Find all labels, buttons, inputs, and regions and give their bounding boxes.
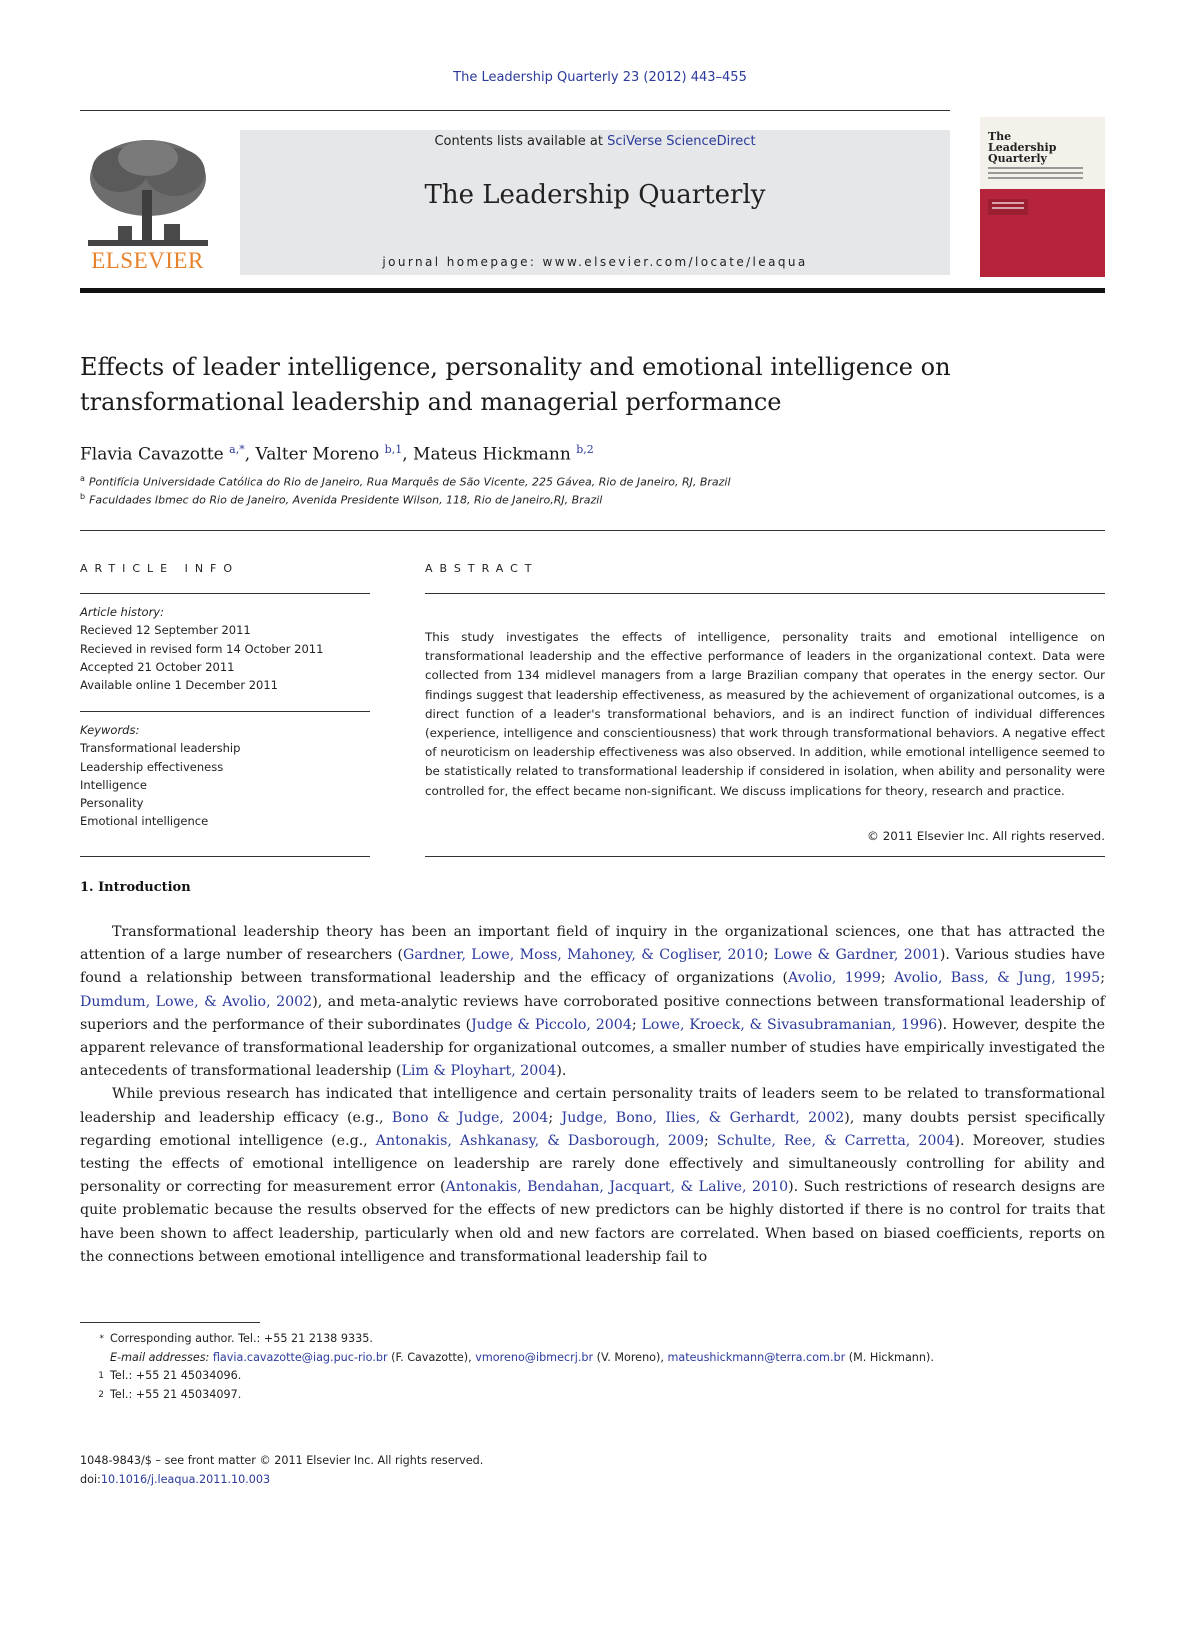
footnote-text: Corresponding author. Tel.: +55 21 2138 9335. xyxy=(110,1332,373,1345)
journal-cover-thumbnail xyxy=(980,117,1105,277)
keyword-item: Transformational leadership xyxy=(80,741,241,756)
affiliation-b xyxy=(80,492,602,507)
abstract-text: This study investigates the effects of intelligence, personality traits and emotional intelligence on transformational leadership and the effective performance of leaders in the organizational context. Data were collected from 134 midlevel managers from a large Brazilian company that operates in the energy sector. Our findings suggest that leadership effectiveness, as measured by the achievement of organizational outcomes, is a direct function of a leader's transformational behaviors, and is an indirect function of individual differences (experience, intelligence and conscientiousness) that work through transformational behaviors. A negative effect of neuroticism on leadership effectiveness was also observed. In addition, while emotional intelligence seemed to be statistically related to transformational leadership if considered in isolation, when ability and personality were controlled for, the effect became non-significant. We discuss implications for theory, research and practice. xyxy=(425,630,1105,798)
history-item: Recieved 12 September 2011 xyxy=(80,623,251,638)
history-rule xyxy=(80,711,370,712)
citation-link[interactable]: Gardner, Lowe, Moss, Mahoney, & Cogliser, 2010 xyxy=(403,947,764,964)
keyword-item: Leadership effectiveness xyxy=(80,759,224,774)
article-info-heading: ARTICLE INFO xyxy=(80,562,240,575)
paragraph-text: ), and meta-analytic reviews have corroborated positive connections between transformational leadership of superiors and the performance of their subordinates ( xyxy=(80,993,1105,1033)
journal-title: The Leadership Quarterly xyxy=(424,180,766,210)
author-separator: , xyxy=(402,444,414,465)
citation-link[interactable]: Lowe & Gardner, 2001 xyxy=(773,947,940,964)
citation-link[interactable]: Dumdum, Lowe, & Avolio, 2002 xyxy=(80,993,313,1010)
paragraph-text: ; xyxy=(631,1016,642,1033)
author-affil-mark[interactable]: a,* xyxy=(229,443,245,456)
cover-title: The Leadership Quarterly xyxy=(988,130,1057,165)
paragraph-text: ). xyxy=(556,1063,567,1080)
history-item: Recieved in revised form 14 October 2011 xyxy=(80,641,324,656)
citation-link[interactable]: Lowe, Kroeck, & Sivasubramanian, 1996 xyxy=(641,1016,938,1033)
keyword-item: Personality xyxy=(80,796,144,811)
contents-prefix: Contents lists available at xyxy=(434,134,608,149)
paragraph-text: ; xyxy=(548,1109,562,1126)
author-name: Valter Moreno xyxy=(255,444,385,465)
footnote-mark: 2 xyxy=(98,1389,104,1400)
contents-line xyxy=(240,134,950,149)
keywords-label: Keywords: xyxy=(80,723,140,737)
footnote-1 xyxy=(80,1367,1105,1386)
publisher-logo-text: ELSEVIER xyxy=(91,248,204,273)
email-link[interactable]: flavia.cavazotte@iag.puc-rio.br xyxy=(212,1350,388,1364)
author-affil-mark[interactable]: b,2 xyxy=(576,443,594,456)
abstract-rule xyxy=(425,593,1105,594)
citation-link[interactable]: Bono & Judge, 2004 xyxy=(391,1109,549,1126)
citation-link[interactable]: Avolio, 1999 xyxy=(788,970,881,987)
paragraph-text: ). However, despite the apparent relevance of transformational leadership for organizational outcomes, a smaller number of studies have empirically investigated the antecedents of transformational leadership ( xyxy=(80,1016,1106,1080)
paragraph-text: ; xyxy=(880,970,895,987)
doi-link[interactable]: 10.1016/j.leaqua.2011.10.003 xyxy=(100,1472,271,1486)
history-item: Accepted 21 October 2011 xyxy=(80,659,235,674)
citation-link[interactable]: Judge & Piccolo, 2004 xyxy=(471,1016,632,1033)
front-matter xyxy=(80,1452,483,1489)
author-name: Flavia Cavazotte xyxy=(80,444,230,465)
footnote-text: Tel.: +55 21 45034097. xyxy=(110,1387,242,1401)
citation-link[interactable]: Antonakis, Ashkanasy, & Dasborough, 2009 xyxy=(375,1132,704,1149)
journal-reference[interactable]: The Leadership Quarterly 23 (2012) 443–455 xyxy=(453,70,747,85)
email-owner: (F. Cavazotte), xyxy=(387,1350,476,1364)
author-list xyxy=(80,443,594,465)
sciencedirect-link[interactable]: SciVerse ScienceDirect xyxy=(607,134,756,149)
paragraph-text: ). Moreover, studies testing the effects of emotional intelligence on leadership are rarely done effectively and simultaneously controlling for ability and personality or correcting for measurement error ( xyxy=(80,1132,1105,1196)
author-name: Mateus Hickmann xyxy=(413,444,577,465)
footnote-rule xyxy=(80,1322,260,1323)
issn-line: 1048-9843/$ – see front matter © 2011 Elsevier Inc. All rights reserved. xyxy=(80,1454,484,1467)
footnote-2 xyxy=(80,1386,1105,1405)
paragraph-text: Transformational leadership theory has been an important field of inquiry in the organizational sciences, one that has attracted the attention of a large number of researchers ( xyxy=(80,924,1105,964)
paragraph-text: ). Such restrictions of research designs are quite problematic because the results observed for the effects of new predictors can be highly distorted if there is no control for traits that have been shown to affect leadership, particularly when old and new factors are correlated. When based on biased coefficients, reports on the connections between emotional intelligence and transformational leadership fail to xyxy=(80,1179,1105,1265)
section-heading-introduction: 1. Introduction xyxy=(80,880,191,895)
introduction-body xyxy=(80,921,1105,1269)
citation-link[interactable]: Antonakis, Bendahan, Jacquart, & Lalive, 2010 xyxy=(445,1179,789,1196)
header-rule xyxy=(80,110,950,111)
author-affil-mark[interactable]: b,1 xyxy=(384,443,403,456)
email-link[interactable]: mateushickmann@terra.com.br xyxy=(667,1350,846,1364)
author-separator: , xyxy=(244,444,256,465)
keyword-item: Emotional intelligence xyxy=(80,814,209,829)
article-info-rule xyxy=(80,593,370,594)
affiliation-mark: b xyxy=(80,492,86,501)
footnote-mark: * xyxy=(99,1334,104,1344)
footnote-emails xyxy=(80,1349,1105,1368)
doi-line xyxy=(80,1471,483,1490)
abstract-heading: ABSTRACT xyxy=(425,562,539,575)
paragraph-text: ; xyxy=(763,947,774,964)
history-item: Available online 1 December 2011 xyxy=(80,678,278,693)
header-thick-rule xyxy=(80,288,1105,293)
journal-homepage[interactable]: journal homepage: www.elsevier.com/locate/leaqua xyxy=(382,255,808,269)
article-history xyxy=(80,603,323,694)
affiliation-text: Faculdades Ibmec do Rio de Janeiro, Avenida Presidente Wilson, 118, Rio de Janeiro,RJ, Brazil xyxy=(89,493,603,507)
doi-label: doi: xyxy=(80,1472,101,1486)
cover-band xyxy=(988,199,1028,215)
keyword-item: Intelligence xyxy=(80,777,147,792)
affiliation-rule xyxy=(80,530,1105,531)
footnotes xyxy=(80,1330,1105,1404)
paragraph xyxy=(80,1083,1105,1269)
affiliation-a xyxy=(80,474,731,489)
paragraph-text: ). Various studies have found a relationship between transformational leadership and the efficacy of organizations ( xyxy=(80,947,1105,987)
affiliation-text: Pontifícia Universidade Católica do Rio de Janeiro, Rua Marquês de São Vicente, 225 Gávea, Rio de Janeiro, RJ, Brazil xyxy=(88,475,731,489)
article-title: Effects of leader intelligence, personality and emotional intelligence on transformational leadership and managerial performance xyxy=(80,353,951,416)
paragraph-text: ; xyxy=(703,1132,717,1149)
paragraph-text: ), many doubts persist specifically regarding emotional intelligence (e.g., xyxy=(80,1109,1106,1149)
citation-link[interactable]: Avolio, Bass, & Jung, 1995 xyxy=(894,970,1101,987)
email-label: E-mail addresses: xyxy=(110,1350,210,1364)
citation-link[interactable]: Judge, Bono, Ilies, & Gerhardt, 2002 xyxy=(561,1109,845,1126)
keywords-rule xyxy=(80,856,370,857)
paragraph-text: ; xyxy=(1100,970,1105,987)
cover-subtitle-lines xyxy=(988,167,1083,181)
email-link[interactable]: vmoreno@ibmecrj.br xyxy=(475,1350,594,1364)
keywords xyxy=(80,721,240,831)
email-owner: (V. Moreno), xyxy=(593,1350,668,1364)
history-label: Article history: xyxy=(80,605,164,619)
abstract-copyright: © 2011 Elsevier Inc. All rights reserved. xyxy=(867,829,1105,843)
citation-link[interactable]: Schulte, Ree, & Carretta, 2004 xyxy=(716,1132,955,1149)
abstract-bottom-rule xyxy=(425,856,1105,857)
citation-link[interactable]: Lim & Ployhart, 2004 xyxy=(401,1063,557,1080)
footnote-mark: 1 xyxy=(98,1371,104,1381)
footnote-corresponding xyxy=(80,1330,1105,1349)
affiliation-mark: a xyxy=(80,474,85,483)
footnote-text: Tel.: +55 21 45034096. xyxy=(110,1369,242,1382)
paragraph xyxy=(80,921,1105,1083)
paragraph-text: While previous research has indicated that intelligence and certain personality traits of leaders seem to be related to transformational leadership and leadership efficacy (e.g., xyxy=(80,1086,1105,1126)
email-owner: (M. Hickmann). xyxy=(845,1350,934,1364)
